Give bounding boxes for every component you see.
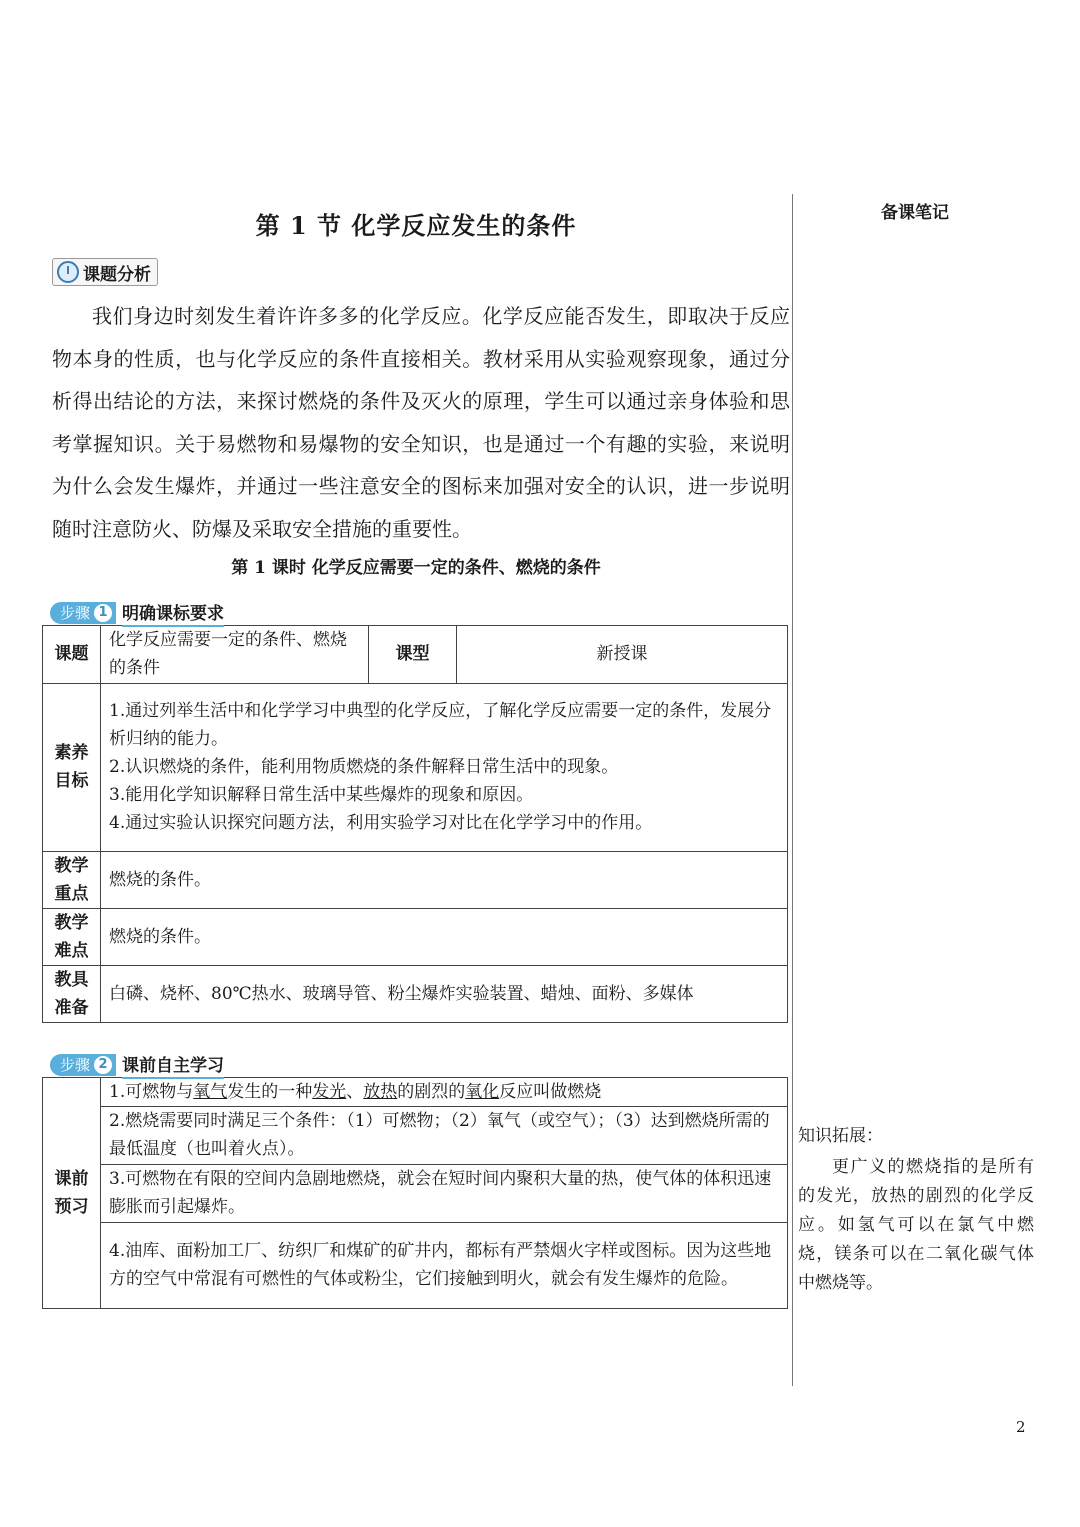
text: 反应叫做燃烧 [499,1081,602,1102]
topic-value: 化学反应需要一定的条件、燃烧的条件 [101,625,369,683]
prep-label: 教具准备 [43,965,101,1022]
blank-answer: 放热 [363,1081,398,1102]
step-tag [50,602,116,624]
step-tag-text: 步骤 [60,1055,91,1074]
sidebar-divider [792,194,793,1386]
type-label: 课型 [369,625,457,683]
section-badge [52,258,158,286]
step-1-header [50,601,790,625]
blank-answer: 氧化 [465,1081,500,1102]
step-2-header [50,1053,790,1077]
step-label: 明确课标要求 [122,599,224,627]
step-tag-text: 步骤 [60,603,91,622]
preview-table [42,1077,788,1309]
goal-item: 1.通过列举生活中和化学学习中典型的化学反应，了解化学反应需要一定的条件，发展分析归纳的能力。 [109,701,772,750]
notes-title: 备课笔记 [881,203,949,223]
knowledge-extension-note [798,1122,1034,1298]
blank-answer: 氧气 [193,1081,228,1102]
preview-item-2: 2.燃烧需要同时满足三个条件：（1）可燃物；（2）氧气（或空气）；（3）达到燃烧所需的最低温度（也叫着火点）。 [101,1106,788,1164]
key-label: 教学重点 [43,851,101,908]
goal-item: 2.认识燃烧的条件，能利用物质燃烧的条件解释日常生活中的现象。 [109,757,619,778]
text: 的剧烈的 [397,1081,466,1102]
preview-item-4: 4.油库、面粉加工厂、纺织厂和煤矿的矿井内，都标有严禁烟火字样或图标。因为这些地方的空气中常混有可燃性的气体或粉尘，它们接触到明火，就会有发生爆炸的危险。 [101,1222,788,1308]
difficulty-value: 燃烧的条件。 [101,908,788,965]
preview-label: 课前预习 [43,1077,101,1308]
note-body: 更广义的燃烧指的是所有的发光，放热的剧烈的化学反应。如氢气可以在氯气中燃烧，镁条可以在二氧化碳气体中燃烧等。 [798,1157,1034,1293]
note-heading: 知识拓展： [798,1126,883,1146]
text: 发生的一种 [227,1081,313,1102]
step-label: 课前自主学习 [122,1051,224,1079]
text: 、 [346,1081,364,1102]
preview-item-1 [101,1077,788,1106]
topic-label: 课题 [43,625,101,683]
page-number: 2 [1016,1418,1026,1436]
goals-label: 素养目标 [43,683,101,851]
step-number: 1 [94,604,112,622]
prep-value: 白磷、烧杯、80℃热水、玻璃导管、粉尘爆炸实验装置、蜡烛、面粉、多媒体 [101,965,788,1022]
step-tag [50,1054,116,1076]
section-badge-label: 课题分析 [83,264,151,285]
requirements-table [42,625,788,1023]
key-value: 燃烧的条件。 [101,851,788,908]
blank-answer: 发光 [312,1081,347,1102]
lesson-title: 第 1 课时 化学反应需要一定的条件、燃烧的条件 [231,557,601,578]
step-number: 2 [94,1056,112,1074]
text: 1.可燃物与 [109,1081,194,1102]
difficulty-label: 教学难点 [43,908,101,965]
main-column [42,190,790,1309]
clock-icon [57,261,79,283]
intro-paragraph: 我们身边时刻发生着许许多多的化学反应。化学反应能否发生，即取决于反应物本身的性质，也与化学反应的条件直接相关。教材采用从实验观察现象，通过分析得出结论的方法，来探讨燃烧的条件及灭火的原理，学生可以通过亲身体验和思考掌握知识。关于易燃物和易爆物的安全知识，也是通过一个有趣的实验，来说明为什么会发生爆炸，并通过一些注意安全的图标来加强对安全的认识，进一步说明随时注意防火、防爆及采取安全措施的重要性。 [52,304,790,541]
preview-item-3: 3.可燃物在有限的空间内急剧地燃烧，就会在短时间内聚积大量的热，使气体的体积迅速膨胀而引起爆炸。 [101,1164,788,1222]
goal-item: 4.通过实验认识探究问题方法，利用实验学习对比在化学学习中的作用。 [109,813,653,834]
goals-cell [101,683,788,851]
page-title: 第 1 节 化学反应发生的条件 [255,211,577,240]
goal-item: 3.能用化学知识解释日常生活中某些爆炸的现象和原因。 [109,785,534,806]
type-value: 新授课 [457,625,788,683]
